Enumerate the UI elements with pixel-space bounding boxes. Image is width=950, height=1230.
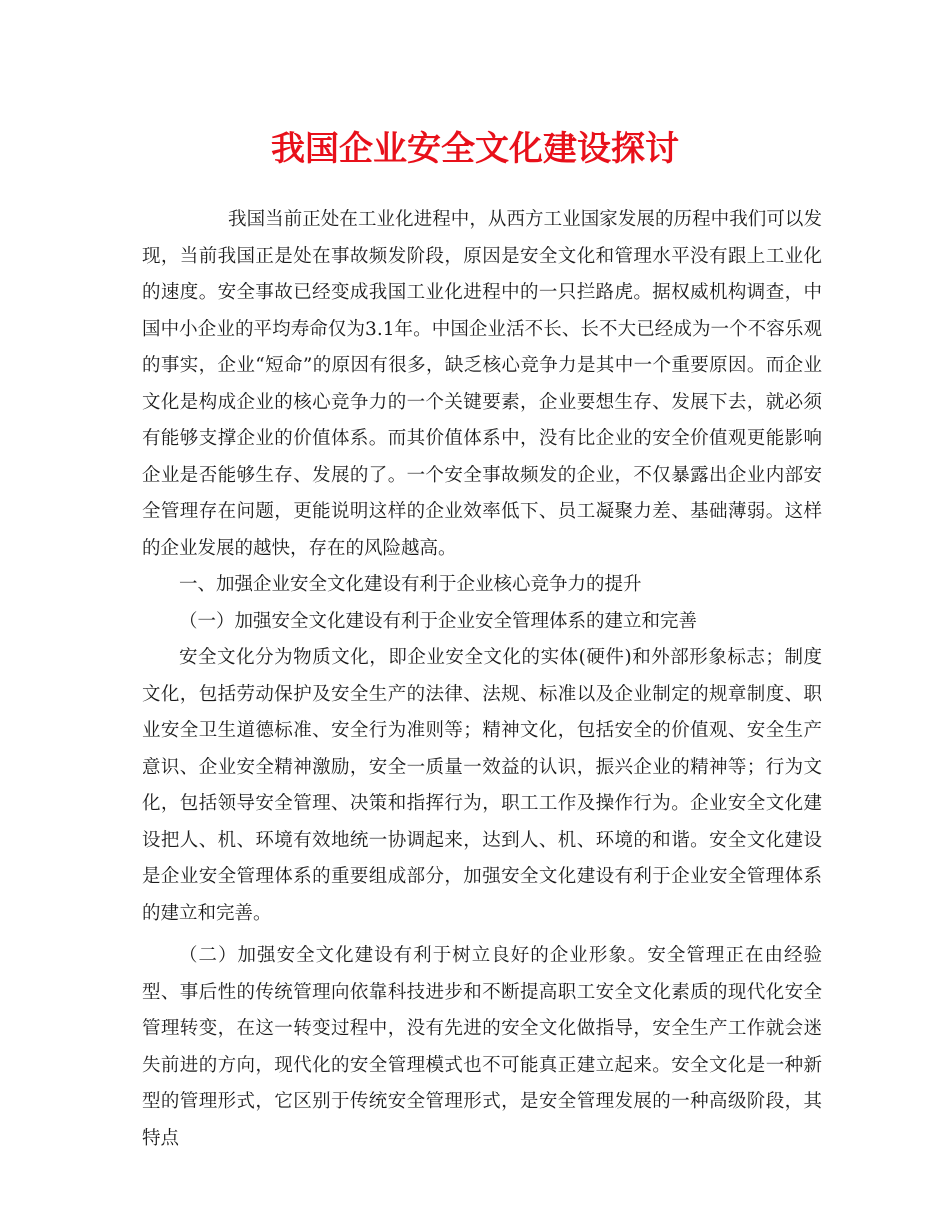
subsection-heading-1: （一）加强安全文化建设有利于企业安全管理体系的建立和完善 xyxy=(179,610,698,632)
document-body xyxy=(142,202,822,1157)
paragraph-corporate-image: （二）加强安全文化建设有利于树立良好的企业形象。安全管理正在由经验型、事后性的传统管理向依靠科技进步和不断提高职工安全文化素质的现代化安全管理转变，在这一转变过程中，没有先进的安全文化做指导，安全生产工作就会迷失前进的方向，现代化的安全管理模式也不可能真正建立起来。安全文化是一种新型的管理形式，它区别于传统安全管理形式，是安全管理发展的一种高级阶段，其特点 xyxy=(142,945,822,1149)
paragraph-intro: 我国当前正处在工业化进程中，从西方工业国家发展的历程中我们可以发现，当前我国正是处在事故频发阶段，原因是安全文化和管理水平没有跟上工业化的速度。安全事故已经变成我国工业化进程中的一只拦路虎。据权威机构调查，中国中小企业的平均寿命仅为3.1年。中国企业活不长、长不大已经成为一个不容乐观的事实，企业“短命”的原因有很多，缺乏核心竞争力是其中一个重要原因。而企业文化是构成企业的核心竞争力的一个关键要素，企业要想生存、发展下去，就必须有能够支撑企业的价值体系。而其价值体系中，没有比企业的安全价值观更能影响企业是否能够生存、发展的了。一个安全事故频发的企业，不仅暴露出企业内部安全管理存在问题，更能说明这样的企业效率低下、员工凝聚力差、基础薄弱。这样的企业发展的越快，存在的风险越高。 xyxy=(142,209,822,559)
paragraph-safety-culture: 安全文化分为物质文化，即企业安全文化的实体(硬件)和外部形象标志；制度文化，包括劳动保护及安全生产的法律、法规、标准以及企业制定的规章制度、职业安全卫生道德标准、安全行为准则等；精神文化，包括安全的价值观、安全生产意识、企业安全精神激励，安全一质量一效益的认识，振兴企业的精神等；行为文化，包括领导安全管理、决策和指挥行为，职工工作及操作行为。企业安全文化建设把人、机、环境有效地统一协调起来，达到人、机、环境的和谐。安全文化建设是企业安全管理体系的重要组成部分，加强安全文化建设有利于企业安全管理体系的建立和完善。 xyxy=(142,647,822,924)
document-title: 我国企业安全文化建设探讨 xyxy=(271,129,679,169)
section-heading-1: 一、加强企业安全文化建设有利于企业核心竞争力的提升 xyxy=(179,574,642,595)
